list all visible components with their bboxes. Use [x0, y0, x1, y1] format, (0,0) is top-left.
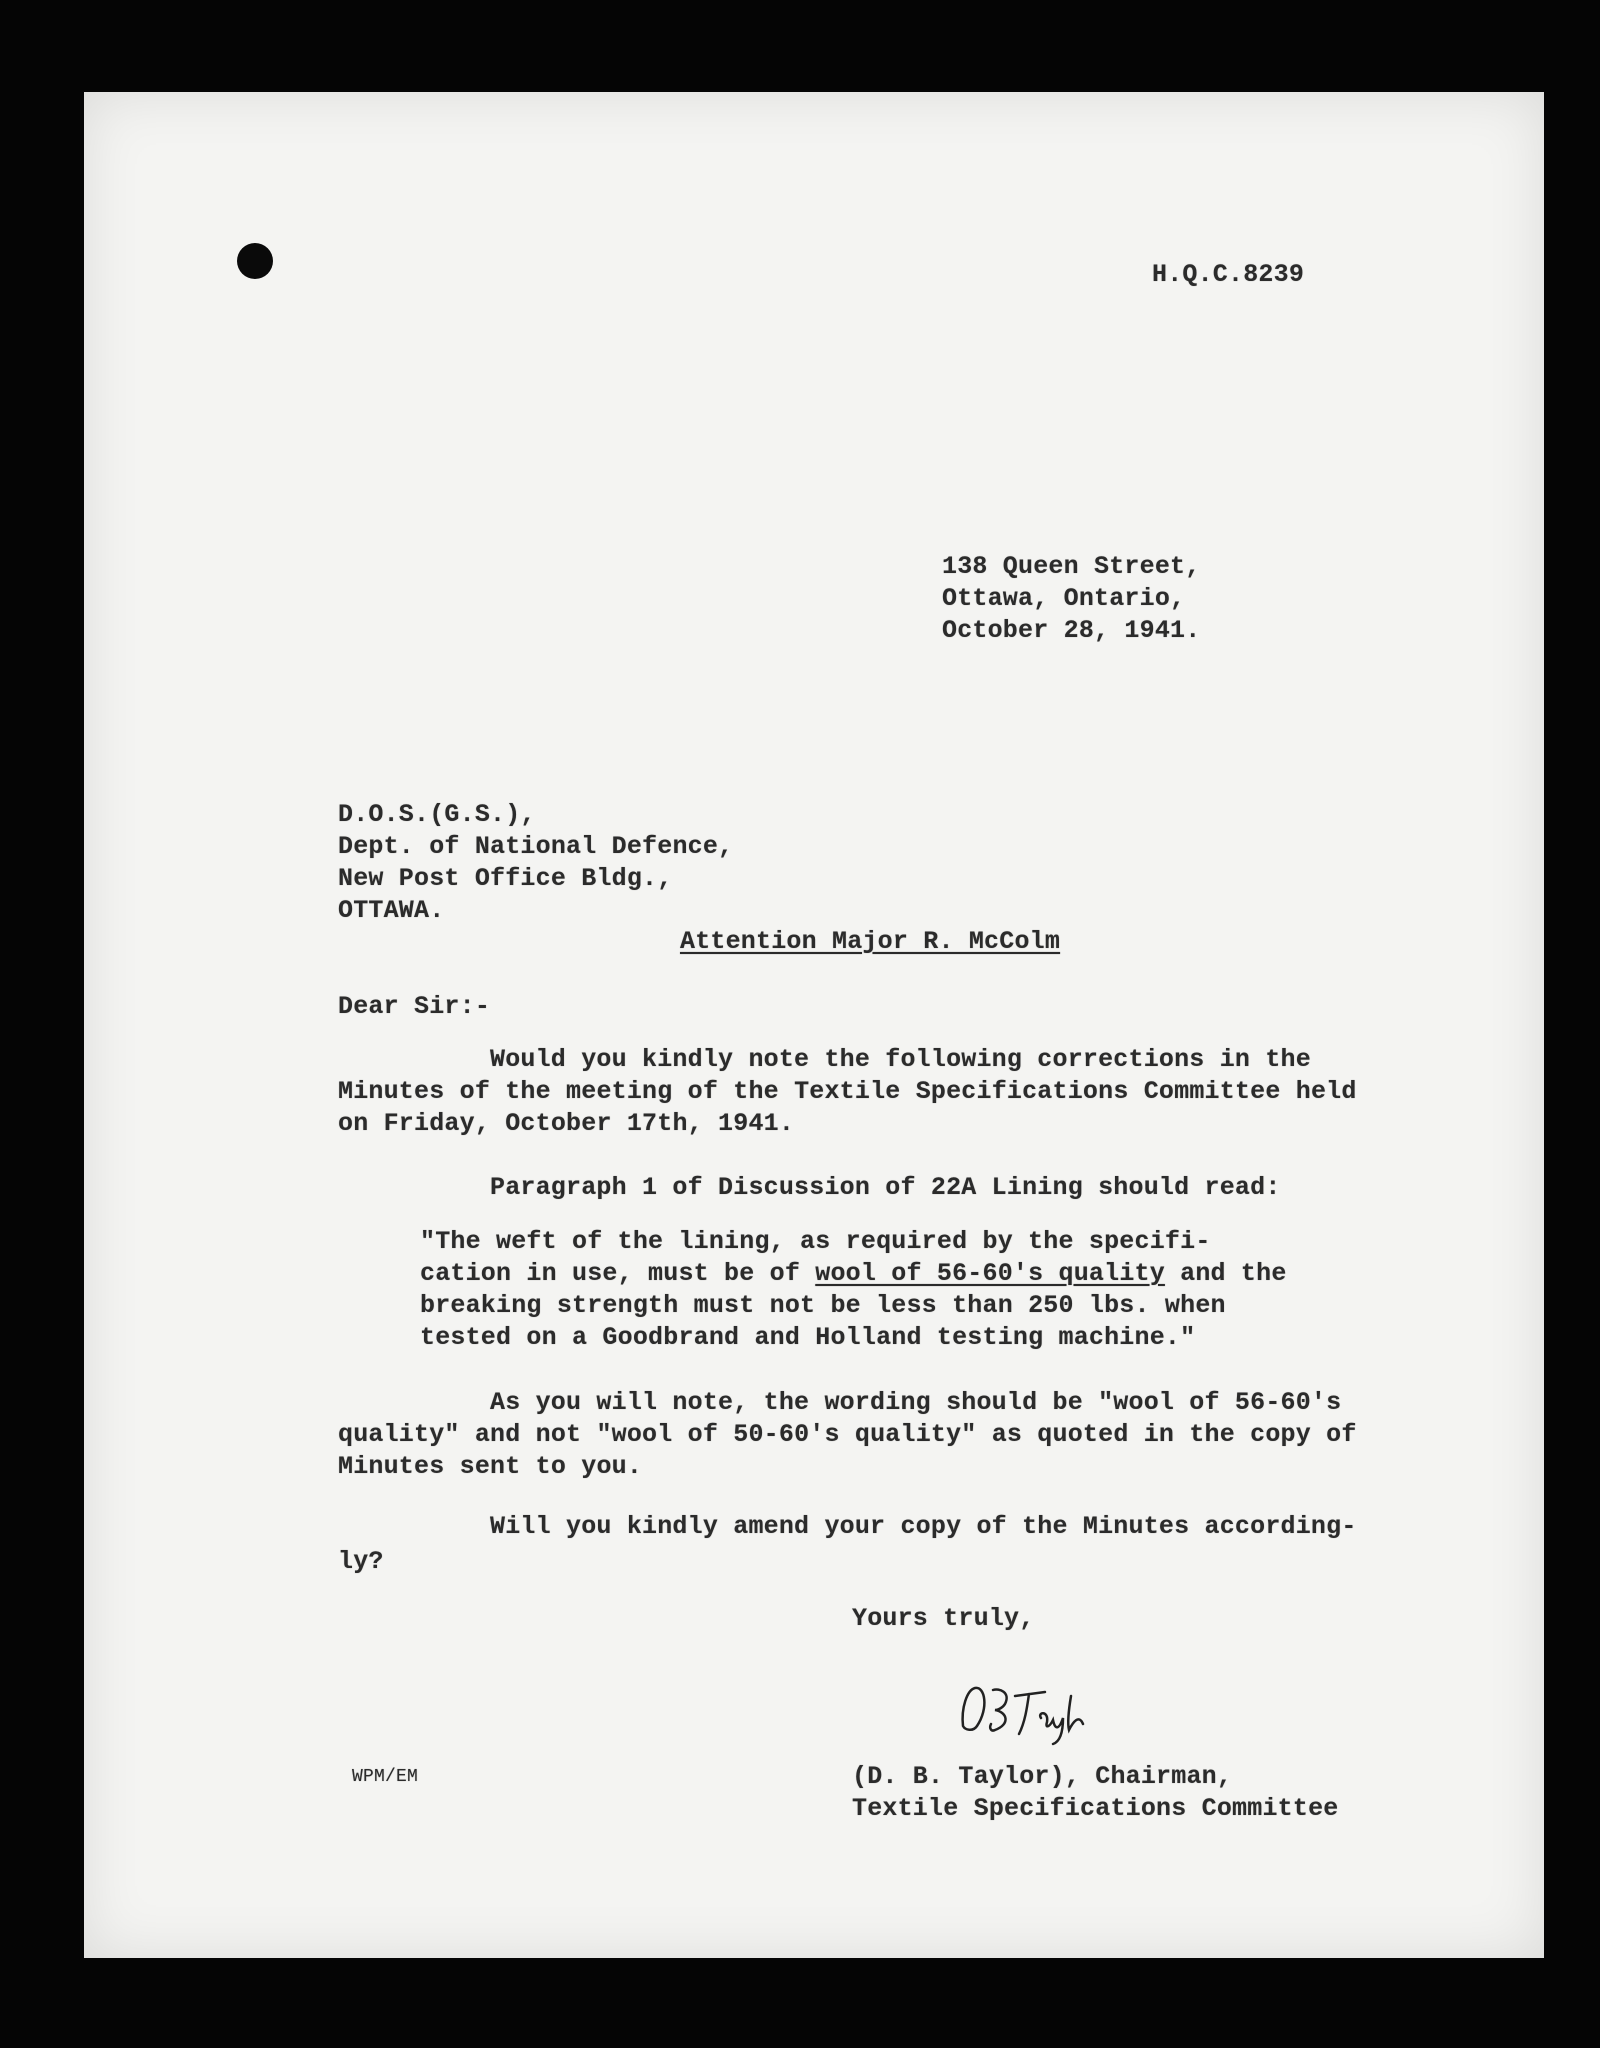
letter-date: October 28, 1941.	[942, 616, 1201, 645]
sender-address-line2: Ottawa, Ontario,	[942, 584, 1186, 613]
quote-underlined-phrase: wool of 56-60's quality	[815, 1259, 1165, 1288]
body-p5-line1: Will you kindly amend your copy of the Minutes according-	[490, 1512, 1357, 1541]
recipient-line4: OTTAWA.	[338, 896, 445, 925]
quote-line1: "The weft of the lining, as required by the specifi-	[420, 1227, 1211, 1256]
attention-line: Attention Major R. McColm	[680, 927, 1061, 956]
salutation: Dear Sir:-	[338, 992, 491, 1021]
sender-address-line1: 138 Queen Street,	[942, 552, 1201, 581]
quote-line4: tested on a Goodbrand and Holland testing machine."	[420, 1323, 1196, 1352]
quote-line3: breaking strength must not be less than 250 lbs. when	[420, 1291, 1226, 1320]
body-p1-line2: Minutes of the meeting of the Textile Specifications Committee held	[338, 1077, 1357, 1106]
recipient-line2: Dept. of National Defence,	[338, 832, 734, 861]
typist-initials: WPM/EM	[352, 1767, 419, 1787]
quote-line2-start: cation in use, must be of	[420, 1259, 816, 1288]
reference-number: H.Q.C.8239	[1152, 260, 1305, 289]
recipient-line3: New Post Office Bldg.,	[338, 864, 673, 893]
signature-name: (D. B. Taylor), Chairman,	[852, 1762, 1233, 1791]
recipient-line1: D.O.S.(G.S.),	[338, 800, 536, 829]
body-p1-line1: Would you kindly note the following corrections in the	[490, 1045, 1311, 1074]
body-p1-line3: on Friday, October 17th, 1941.	[338, 1109, 795, 1138]
body-p2: Paragraph 1 of Discussion of 22A Lining should read:	[490, 1173, 1281, 1202]
quote-line2	[420, 1257, 1287, 1291]
handwritten-signature	[955, 1678, 1105, 1748]
body-p5-line2: ly?	[338, 1547, 384, 1576]
closing: Yours truly,	[852, 1604, 1035, 1633]
quote-line2-end: and the	[1164, 1259, 1287, 1288]
punch-hole	[237, 243, 273, 279]
body-p4-line1: As you will note, the wording should be "wool of 56-60's	[490, 1388, 1342, 1417]
letter-page	[84, 92, 1544, 1958]
signature-title: Textile Specifications Committee	[852, 1794, 1339, 1823]
body-p4-line2: quality" and not "wool of 50-60's quality" as quoted in the copy of	[338, 1420, 1357, 1449]
body-p4-line3: Minutes sent to you.	[338, 1452, 643, 1481]
